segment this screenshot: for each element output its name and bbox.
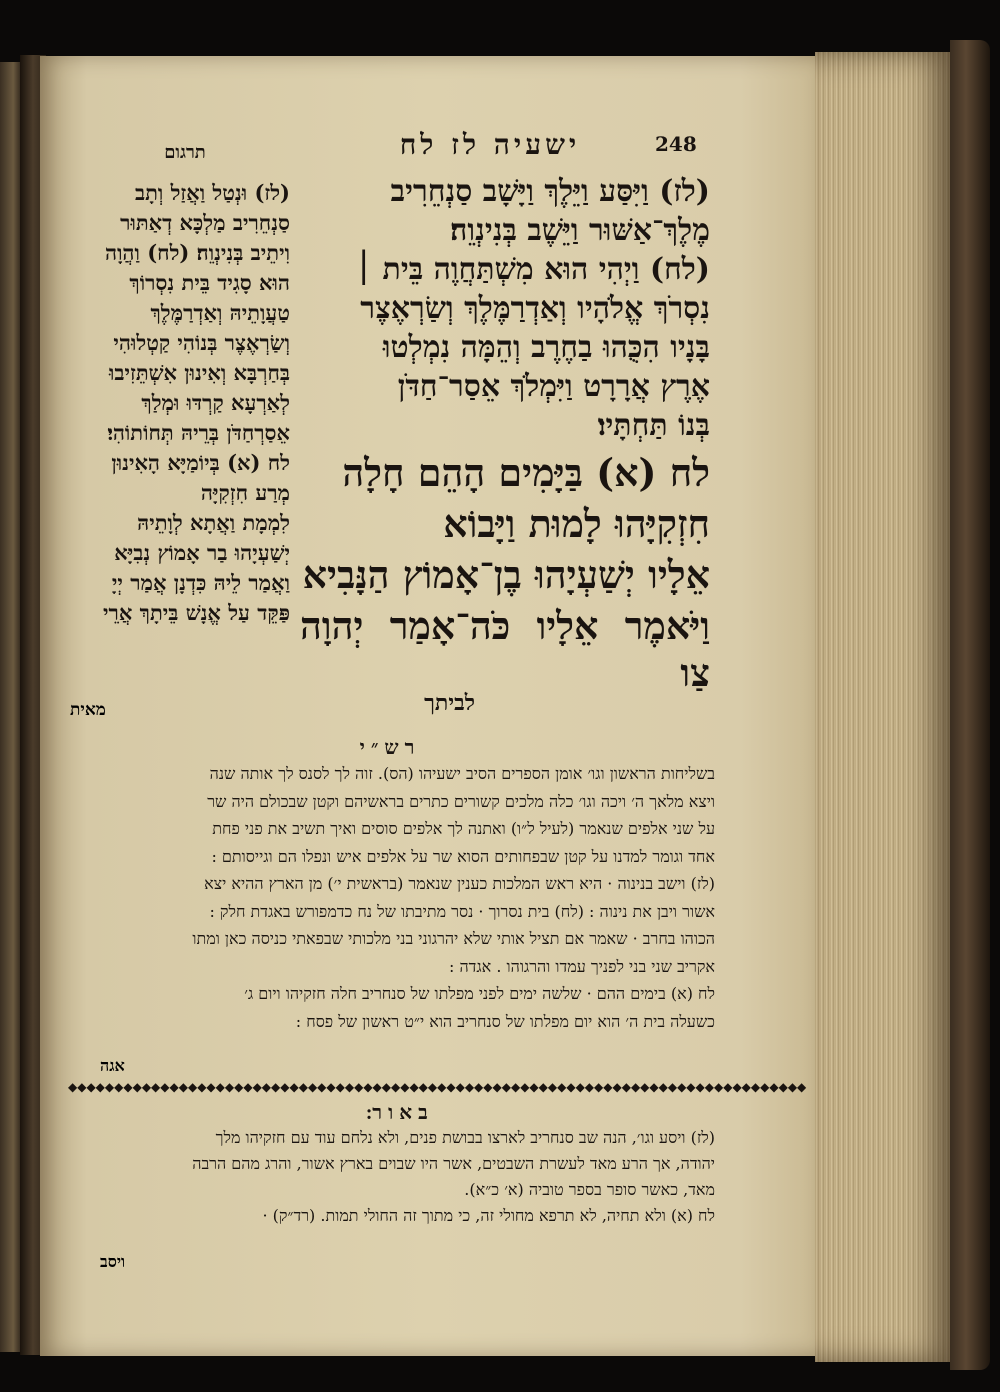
ornamental-divider: ◆◆◆◆◆◆◆◆◆◆◆◆◆◆◆◆◆◆◆◆◆◆◆◆◆◆◆◆◆◆◆◆◆◆◆◆◆◆◆◆◆◆◆◆◆◆◆◆◆◆◆◆◆◆◆◆◆◆◆◆◆◆◆◆◆◆◆◆◆◆◆◆◆◆◆◆◆◆◆◆ [68,1080,807,1094]
main-text-line: בְּנוֹ תַּחְתָּיו׃ [597,408,710,443]
main-text-line: מֶלֶךְ־אַשּׁוּר וַיֵּשֶׁב בְּנִינְוֵה׃ [450,213,710,248]
main-text-line-large: וַיֹּאמֶר אֵלָיו כֹּה־אָמַר יְהוָה צַו [300,603,710,695]
targum-line: הוּא סָגִיד בֵּית נִסְרוֹךְ [129,270,290,295]
main-text [300,172,710,696]
targum-line: וִיתֵיב בְּנִינְוֵה׃ (לח) וַהֲוָה [104,240,290,265]
targum-line: וְשַׂרְאֶצֶר בְּנוֹהִי קַטְלוּהִי [113,330,290,355]
rashi-line: אשור ויבן את נינוה : (לח) בית נסרוך · נסר מתיבתו של נח כדמפורש באגדת חלק : [209,901,715,921]
targum-line: פַּקֵּד עַל אֱנָשׁ בֵּיתָךְ אֲרֵי [103,600,290,625]
left-page-edge [0,62,22,1352]
targum-line: לְאַרְעָא קַרְדּוּ וּמְלַךְ [141,390,290,415]
main-text-line: (לז) וַיִּסַּע וַיֵּלֶךְ וַיָּשָׁב סַנְחֵרִיב [390,174,710,209]
main-catchword: לביתך [424,690,475,716]
biur-line: מאד, כאשר סופר בספר טוביה (א׳ כ״א). [464,1180,715,1199]
targum-line: סַנְחֵרִיב מַלְכָּא דְאַתּוּר [120,210,290,235]
main-text-line-large: לח (א) בַּיָּמִים הָהֵם חָלָה [342,450,710,495]
targum-line: (לז) וּנְטַל וַאֲזַל וְתָב [134,180,290,205]
targum-line: יְשַׁעְיָהוּ בַר אָמוֹץ נְבִיָּא [114,540,290,565]
targum-line: טַעֲוָתֵיהּ וְאַדְרַמֶּלֶךְ [150,300,290,325]
main-text-line: בָּנָיו הִכֻּהוּ בַחֶרֶב וְהֵמָּה נִמְלְטוּ [382,330,710,365]
targum-line: וַאֲמַר לֵיהּ כִּדְנָן אֲמַר יְיָ [111,570,290,595]
rashi-line: (לז) וישב בנינוה · היא ראש המלכות כענין שנאמר (בראשית י׳) מן הארץ ההיא יצא [204,874,715,893]
rashi-line: אקריב שני בני לפניך עמדו והרגוהו . אגדה : [449,956,715,976]
main-text-line-large: חִזְקִיָּהוּ לָמוּת וַיָּבוֹא [443,501,710,546]
biur-catchword: ויסב [100,1252,126,1271]
page-number: 248 [655,132,697,156]
rashi-heading: רש״י [359,735,421,759]
biur-line: לח (א) ולא תחיה, לא תרפא מחולי זה, כי מתוך זה החולי תמות. (רד״ק) · [262,1206,715,1225]
running-head: ישעיה לז לח [399,128,581,161]
rashi-line: ויצא מלאך ה׳ ויכה וגו׳ כלה מלכים קשורים כתרים בראשיהם וקטן שבכולם היה שר [207,791,715,811]
book-cover-edge [950,40,990,1370]
targum-label: תרגום [164,142,206,163]
main-text-line: אֶרֶץ אֲרָרָט וַיִּמְלֹךְ אֵסַר־חַדֹּן [397,369,710,404]
page-fore-edge [815,52,955,1362]
rashi-line: על שני אלפים שנאמר (לעיל ל״ו) ואתנה לך אלפים סוסים ואיך תשיב את פני פחת [212,819,715,838]
biur-heading: באור׃ [366,1100,434,1124]
biur-line: (לז) ויסע וגו׳, הנה שב סנחריב לארצו בבושת פנים, ולא נלחם עוד עם חזקיהו מלך [215,1128,715,1147]
rashi-line: כשעלה בית ה׳ הוא יום מפלתו של סנחריב הוא י״ט ראשון של פסח : [295,1011,715,1031]
rashi-line: הכוהו בחרב · שאמר אם תציל אותי שלא יהרגוני בני מלכותי שבפאתי כניסה כאן ומתו [192,929,715,948]
rashi-catchword: אגה [100,1056,125,1075]
rashi-line: אחד וגומר למדנו על קטן שבפחותים הסוא שר על אלפים איש ונפלו הם וגייסותם : [211,846,715,866]
rashi-commentary [60,760,715,1035]
biur-commentary [60,1125,715,1229]
targum-line: לִמְמָת וַאֲתָא לְוָתֵיהּ [137,510,290,535]
targum-line: לח (א) בְּיוֹמַיָּא הָאִינוּן [111,450,290,475]
main-text-line: (לח) וַיְהִי הוּא מִשְׁתַּחֲוֶה בֵּית ׀ [355,252,710,287]
targum-line: אֵסַרְחַדֹּן בְּרֵיהּ תְּחוֹתוֹהִי׃ [107,420,290,445]
main-text-line-large: אֵלָיו יְשַׁעְיָהוּ בֶן־אָמוֹץ הַנָּבִיא [302,552,710,597]
rashi-line: לח (א) בימים ההם · שלשה ימים לפני מפלתו של סנחריב חלה חזקיהו ויום ג׳ [244,984,715,1003]
targum-line: מְרַע חִזְקִיָּה [200,480,290,505]
targum-catchword: מאית [70,700,106,720]
targum-line: בְּחַרְבָּא וְאִינוּן אִשְׁתֵּזִיבוּ [108,360,290,385]
main-text-line: נִסְרֹךְ אֱלֹהָיו וְאַדְרַמֶּלֶךְ וְשַׂרְאֶצֶר [360,291,710,326]
targum-text [72,178,290,628]
biur-line: יהודה, אך הרע מאד לעשרת השבטים, אשר היו שבוים בארץ אשור, והרג מהם הרבה [192,1154,715,1173]
rashi-line: בשליחות הראשון וגו׳ אומן הספרים הסיב ישעיהו (הס). זוה לך לסנס לך אותה שנה [209,764,715,783]
